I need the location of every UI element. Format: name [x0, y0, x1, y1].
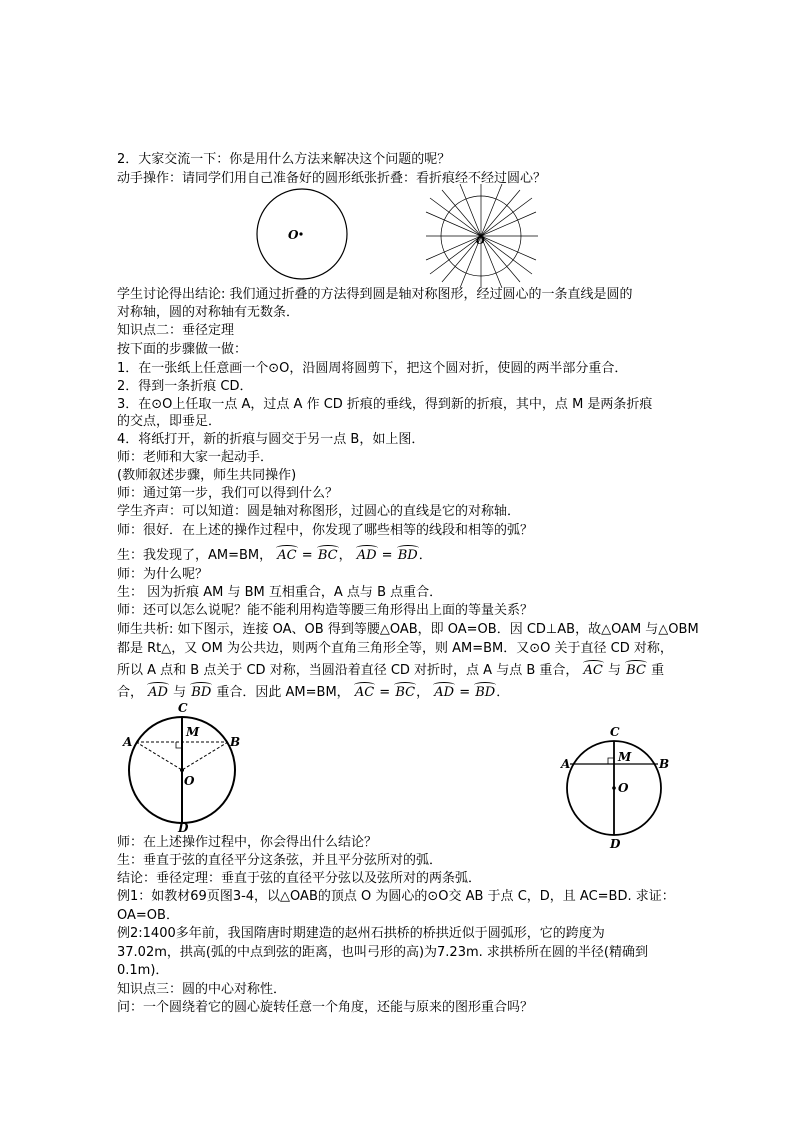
dialogue-line: 师：通过第一步，我们可以得到什么？	[117, 486, 339, 501]
arc-ad: AD	[148, 685, 168, 700]
dialogue-line: 生：垂直于弦的直径平分这条弦，并且平分弦所对的弧．	[117, 853, 443, 868]
dialogue-line: 师生共析: 如下图示，连接 OA、OB 得到等腰△OAB，即 OA=OB．因 CD⊥AB，故△OAM 与△OBM	[117, 622, 699, 637]
step-item: 2．得到一条折痕 CD．	[117, 379, 253, 394]
point-label-m: M	[186, 725, 200, 739]
arc-bc: BC	[626, 663, 646, 678]
text-span: 与	[173, 685, 187, 700]
dialogue-line: 师：老师和大家一起动手．	[117, 450, 274, 465]
dialogue-line: 师：为什么呢？	[117, 567, 209, 582]
center-label: O	[476, 236, 485, 247]
circle-figure	[255, 186, 351, 282]
example-line: 例2:1400多年前，我国隋唐时期建造的赵州石拱桥的桥拱近似于圆弧形，它的跨度为	[117, 926, 605, 941]
point-label-b: B	[659, 757, 670, 771]
arc-ac: AC	[583, 663, 603, 678]
dialogue-line: (教师叙述步骤，师生共同操作)	[117, 468, 297, 483]
dialogue-line: 学生齐声：可以知道：圆是轴对称图形，过圆心的直线是它的对称轴．	[117, 504, 521, 519]
example-line: 37.02m，拱高(弧的中点到弦的距离，也叫弓形的高)为7.23m. 求拱桥所在圆的半径(精确到	[117, 945, 648, 960]
example-line: OA=OB．	[117, 908, 179, 923]
chord-diagram-left	[118, 698, 250, 832]
equals: =	[301, 548, 313, 563]
equals: =	[459, 685, 471, 700]
point-label-a: A	[561, 757, 571, 771]
arc-bd: BD	[397, 548, 418, 563]
dialogue-line: 生：我发现了，AM=BM， AC = BC， AD = BD．	[117, 548, 432, 563]
arc-bc: BC	[395, 685, 416, 700]
chord-diagram-right	[560, 724, 672, 852]
arc-ac: AC	[354, 685, 375, 700]
text-span: 重	[651, 663, 665, 678]
text-span: 合，	[117, 685, 144, 700]
question-line: 问：一个圆绕着它的圆心旋转任意一个角度，还能与原来的图形重合吗？	[117, 1000, 534, 1015]
text-line: 动手操作：请同学们用自己准备好的圆形纸张折叠：看折痕经不经过圆心？	[117, 171, 547, 186]
point-label-b: B	[230, 735, 241, 749]
text-line: 学生讨论得出结论: 我们通过折叠的方法得到圆是轴对称图形，经过圆心的一条直线是圆的	[117, 287, 633, 302]
step-item: 3．在⊙O上任取一点 A，过点 A 作 CD 折痕的垂线，得到新的折痕，其中，点 M 是两条折痕	[117, 397, 653, 412]
text-span: 所以 A 点和 B 点关于 CD 对称，当圆沿着直径 CD 对折时，点 A 与点 B 重合，	[117, 663, 579, 678]
text-line: 对称轴，圆的对称轴有无数条．	[117, 305, 300, 320]
dialogue-line: 师：很好．在上述的操作过程中，你发现了哪些相等的线段和相等的弧？	[117, 523, 534, 538]
equals: =	[381, 548, 393, 563]
example-line: 例1：如教材69页图3-4，以△OAB的顶点 O 为圆心的⊙O交 AB 于点 C，D，且 AC=BD. 求证：	[117, 889, 675, 904]
folded-circle-figure	[420, 184, 546, 288]
example-line: 0.1m)．	[117, 963, 169, 978]
text-span: 生：我发现了，AM=BM，	[117, 548, 273, 563]
point-label-d: D	[610, 837, 621, 851]
dialogue-line: 师：还可以怎么说呢？能不能利用构造等腰三角形得出上面的等量关系？	[117, 603, 534, 618]
section-heading: 知识点二：垂径定理	[117, 323, 235, 338]
text-span: 重合．因此 AM=BM，	[216, 685, 350, 700]
text-span: 与	[608, 663, 622, 678]
dialogue-line: 都是 Rt△，又 OM 为公共边，则两个直角三角形全等，则 AM=BM．又⊙O 关于直径 CD 对称，	[117, 641, 673, 656]
step-item: 的交点，即垂足．	[117, 414, 222, 429]
arc-bd: BD	[475, 685, 496, 700]
arc-ad: AD	[434, 685, 455, 700]
arc-ac: AC	[277, 548, 297, 563]
section-heading: 知识点三：圆的中心对称性．	[117, 982, 287, 997]
text-line: 按下面的步骤做一做：	[117, 342, 248, 357]
arc-ad: AD	[356, 548, 377, 563]
dialogue-line	[117, 662, 677, 680]
point-label-a: A	[123, 735, 133, 749]
dialogue-line: 合， AD 与 BD 重合．因此 AM=BM， AC = BC， AD = BD．	[117, 685, 510, 700]
point-label-d: D	[178, 821, 189, 832]
conclusion-line: 结论：垂径定理：垂直于弦的直径平分弦以及弦所对的两条弧．	[117, 871, 482, 886]
step-item: 1．在一张纸上任意画一个⊙O，沿圆周将圆剪下，把这个圆对折，使圆的两半部分重合．	[117, 361, 628, 376]
point-label-c: C	[610, 725, 620, 739]
dialogue-line: 师：在上述操作过程中，你会得出什么结论？	[117, 835, 378, 850]
text-line: 2．大家交流一下：你是用什么方法来解决这个问题的呢？	[117, 152, 451, 167]
center-label: O	[288, 228, 299, 242]
dialogue-line: 生： 因为折痕 AM 与 BM 互相重合，A 点与 B 点重合．	[117, 585, 443, 600]
step-item: 4．将纸打开，新的折痕与圆交于另一点 B，如上图．	[117, 432, 425, 447]
equals: =	[379, 685, 391, 700]
point-label-o: O	[618, 781, 629, 795]
arc-bd: BD	[191, 685, 212, 700]
point-label-c: C	[178, 701, 188, 715]
point-label-m: M	[618, 750, 632, 764]
point-label-o: O	[184, 774, 195, 788]
arc-bc: BC	[317, 548, 338, 563]
